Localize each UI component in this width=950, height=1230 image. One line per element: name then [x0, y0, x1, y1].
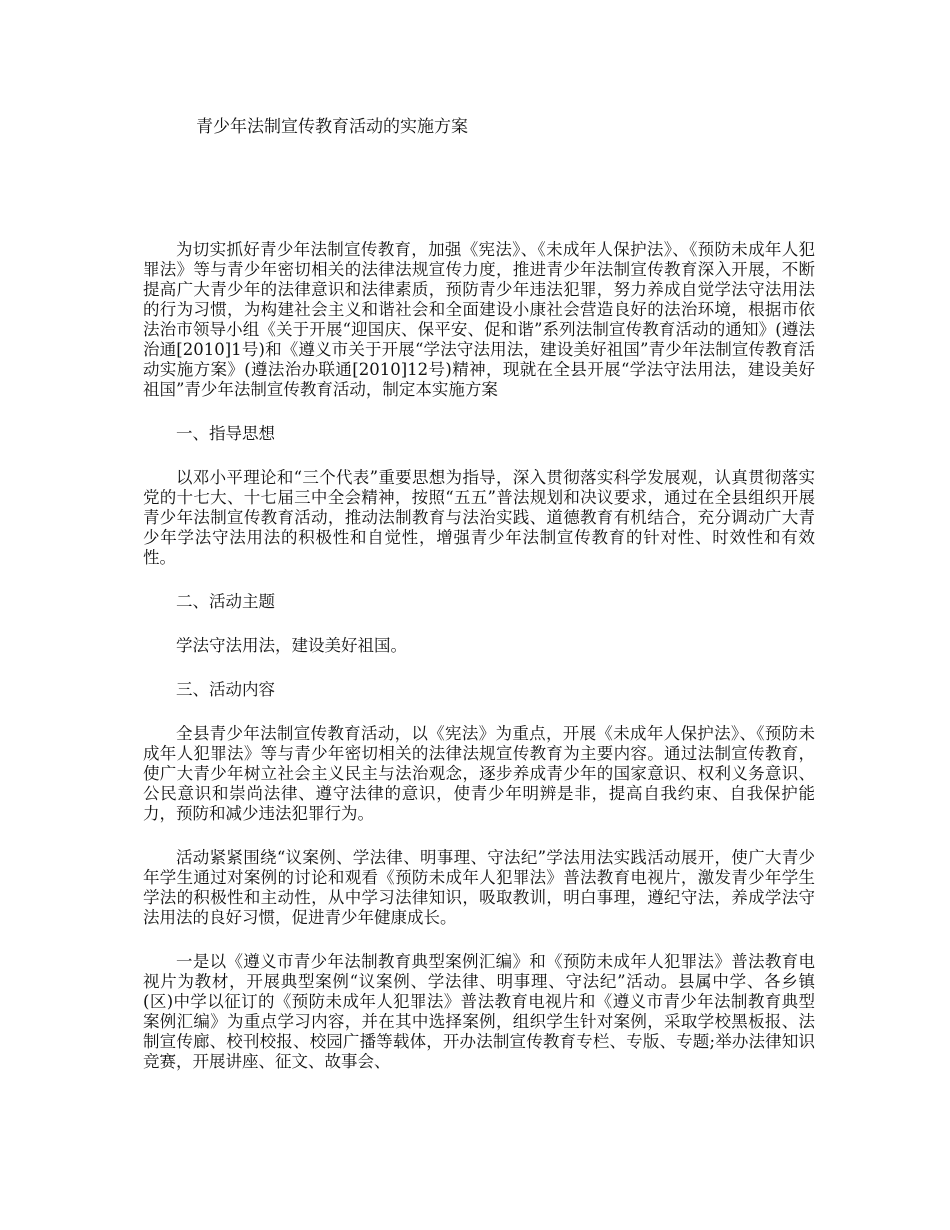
heading-activity-theme: 二、活动主题: [176, 592, 275, 611]
activity-content-paragraph-1: 全县青少年法制宣传教育活动，以《宪法》为重点，开展《未成年人保护法》、《预防未成年人犯罪法》等与青少年密切相关的法律法规宣传教育为主要内容。通过法制宣传教育，使广大青少年树立社会主义民主与法治观念，逐步养成青少年的国家意识、权利义务意识、公民意识和崇尚法律、遵守法律的意识，使青少年明辨是非，提高自我约束、自我保护能力，预防和减少违法犯罪行为。: [143, 724, 815, 823]
intro-paragraph: 为切实抓好青少年法制宣传教育，加强《宪法》、《未成年人保护法》、《预防未成年人犯罪法》等与青少年密切相关的法律法规宣传力度，推进青少年法制宣传教育深入开展，不断提高广大青少年的法律意识和法律素质，预防青少年违法犯罪，努力养成自觉学法守法用法的行为习惯，为构建社会主义和谐社会和全面建设小康社会营造良好的法治环境，根据市依法治市领导小组《关于开展“迎国庆、保平安、促和谐”系列法制宣传教育活动的通知》(遵法治通[2010]1号)和《遵义市关于开展“学法守法用法，建设美好祖国”青少年法制宣传教育活动实施方案》(遵法治办联通[2010]12号)精神，现就在全县开展“学法守法用法，建设美好祖国”青少年法制宣传教育活动，制定本实施方案: [143, 240, 815, 399]
heading-activity-content: 三、活动内容: [176, 680, 275, 699]
activity-content-paragraph-3: 一是以《遵义市青少年法制教育典型案例汇编》和《预防未成年人犯罪法》普法教育电视片为教材，开展典型案例“议案例、学法律、明事理、守法纪”活动。县属中学、各乡镇(区)中学以征订的《预防未成年人犯罪法》普法教育电视片和《遵义市青少年法制教育典型案例汇编》为重点学习内容，并在其中选择案例，组织学生针对案例，采取学校黑板报、法制宣传廊、校刊校报、校园广播等载体，开办法制宣传教育专栏、专版、专题;举办法律知识竞赛，开展讲座、征文、故事会、: [143, 952, 815, 1071]
document-body: [143, 240, 815, 1096]
heading-guiding-ideology: 一、指导思想: [176, 424, 275, 443]
activity-content-paragraph-2: 活动紧紧围绕“议案例、学法律、明事理、守法纪”学法用法实践活动展开，使广大青少年学生通过对案例的讨论和观看《预防未成年人犯罪法》普法教育电视片，激发青少年学生学法的积极性和主动性，从中学习法律知识，吸取教训，明白事理，遵纪守法，养成学法守法用法的良好习惯，促进青少年健康成长。: [143, 848, 815, 927]
activity-theme-text: 学法守法用法，建设美好祖国。: [176, 636, 407, 655]
document-title: 青少年法制宣传教育活动的实施方案: [196, 117, 468, 137]
guiding-ideology-paragraph: 以邓小平理论和“三个代表”重要思想为指导，深入贯彻落实科学发展观，认真贯彻落实党的十七大、十七届三中全会精神，按照“五五”普法规划和决议要求，通过在全县组织开展青少年法制宣传教育活动，推动法制教育与法治实践、道德教育有机结合，充分调动广大青少年学法守法用法的积极性和自觉性，增强青少年法制宣传教育的针对性、时效性和有效性。: [143, 468, 815, 567]
